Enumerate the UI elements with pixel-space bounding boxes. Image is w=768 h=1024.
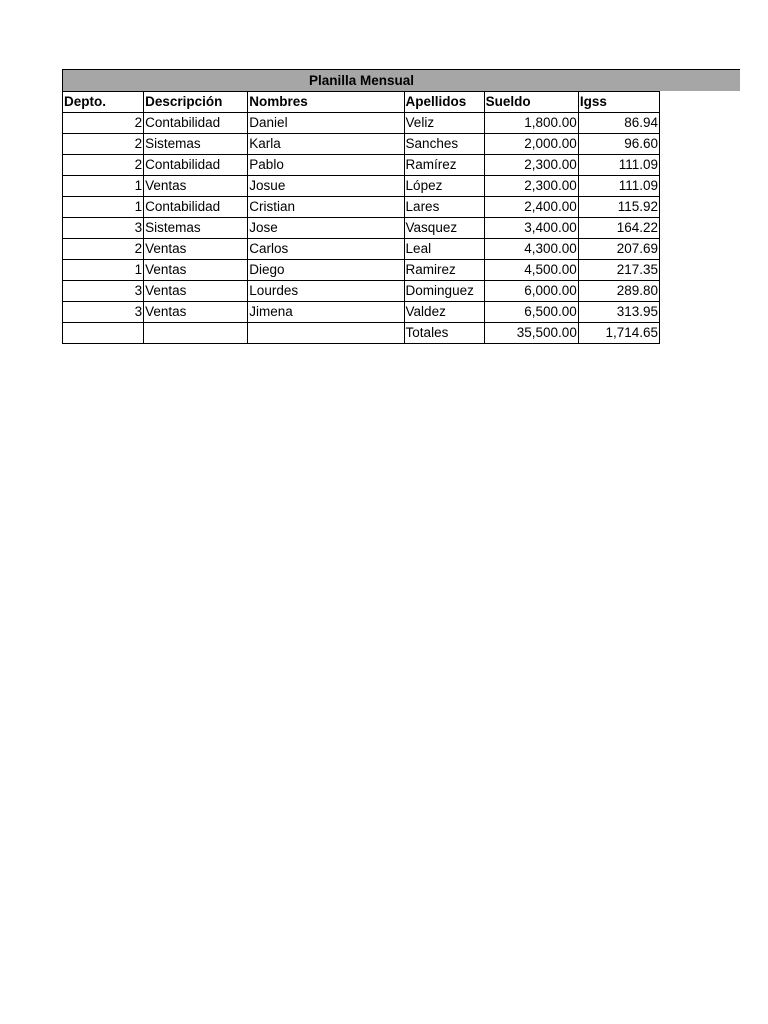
cell-sueldo[interactable]: 2,000.00 <box>484 134 578 155</box>
cell-empty[interactable] <box>63 323 144 344</box>
cell-sueldo[interactable]: 3,400.00 <box>484 218 578 239</box>
table-row <box>63 302 660 323</box>
cell-igss[interactable]: 111.09 <box>578 155 659 176</box>
cell-apellidos[interactable]: Leal <box>404 239 484 260</box>
cell-igss[interactable]: 86.94 <box>578 113 659 134</box>
cell-apellidos[interactable]: Valdez <box>404 302 484 323</box>
cell-apellidos[interactable]: Ramírez <box>404 155 484 176</box>
header-igss[interactable]: Igss <box>578 92 659 113</box>
table-row <box>63 260 660 281</box>
cell-sueldo[interactable]: 4,500.00 <box>484 260 578 281</box>
cell-depto[interactable]: 2 <box>63 239 144 260</box>
table-row <box>63 197 660 218</box>
header-apellidos[interactable]: Apellidos <box>404 92 484 113</box>
cell-empty[interactable] <box>248 323 404 344</box>
header-row <box>63 92 660 113</box>
header-descripcion[interactable]: Descripción <box>144 92 248 113</box>
totals-label[interactable]: Totales <box>404 323 484 344</box>
cell-sueldo[interactable]: 4,300.00 <box>484 239 578 260</box>
table-row <box>63 218 660 239</box>
cell-igss[interactable]: 115.92 <box>578 197 659 218</box>
cell-apellidos[interactable]: Lares <box>404 197 484 218</box>
cell-depto[interactable]: 1 <box>63 260 144 281</box>
cell-descripcion[interactable]: Sistemas <box>144 218 248 239</box>
title-band <box>62 69 740 91</box>
cell-descripcion[interactable]: Ventas <box>144 302 248 323</box>
cell-nombres[interactable]: Josue <box>248 176 404 197</box>
cell-descripcion[interactable]: Contabilidad <box>144 155 248 176</box>
cell-descripcion[interactable]: Ventas <box>144 281 248 302</box>
cell-depto[interactable]: 3 <box>63 302 144 323</box>
cell-igss[interactable]: 111.09 <box>578 176 659 197</box>
table-row <box>63 176 660 197</box>
header-sueldo[interactable]: Sueldo <box>484 92 578 113</box>
cell-descripcion[interactable]: Contabilidad <box>144 113 248 134</box>
total-igss[interactable]: 1,714.65 <box>578 323 659 344</box>
cell-nombres[interactable]: Lourdes <box>248 281 404 302</box>
payroll-table <box>62 91 660 344</box>
cell-depto[interactable]: 3 <box>63 281 144 302</box>
cell-sueldo[interactable]: 2,400.00 <box>484 197 578 218</box>
table-row <box>63 155 660 176</box>
cell-descripcion[interactable]: Ventas <box>144 239 248 260</box>
cell-nombres[interactable]: Jose <box>248 218 404 239</box>
cell-apellidos[interactable]: Veliz <box>404 113 484 134</box>
cell-nombres[interactable]: Pablo <box>248 155 404 176</box>
table-row <box>63 113 660 134</box>
cell-apellidos[interactable]: Dominguez <box>404 281 484 302</box>
table-row <box>63 239 660 260</box>
cell-sueldo[interactable]: 6,500.00 <box>484 302 578 323</box>
cell-descripcion[interactable]: Ventas <box>144 260 248 281</box>
cell-depto[interactable]: 1 <box>63 197 144 218</box>
cell-empty[interactable] <box>144 323 248 344</box>
cell-sueldo[interactable]: 1,800.00 <box>484 113 578 134</box>
cell-descripcion[interactable]: Contabilidad <box>144 197 248 218</box>
cell-igss[interactable]: 217.35 <box>578 260 659 281</box>
header-nombres[interactable]: Nombres <box>248 92 404 113</box>
cell-nombres[interactable]: Diego <box>248 260 404 281</box>
header-depto[interactable]: Depto. <box>63 92 144 113</box>
cell-depto[interactable]: 3 <box>63 218 144 239</box>
cell-nombres[interactable]: Daniel <box>248 113 404 134</box>
cell-nombres[interactable]: Karla <box>248 134 404 155</box>
cell-nombres[interactable]: Jimena <box>248 302 404 323</box>
cell-sueldo[interactable]: 2,300.00 <box>484 176 578 197</box>
table-row <box>63 134 660 155</box>
cell-depto[interactable]: 2 <box>63 113 144 134</box>
cell-igss[interactable]: 96.60 <box>578 134 659 155</box>
cell-igss[interactable]: 289.80 <box>578 281 659 302</box>
cell-depto[interactable]: 2 <box>63 155 144 176</box>
cell-depto[interactable]: 1 <box>63 176 144 197</box>
cell-nombres[interactable]: Carlos <box>248 239 404 260</box>
totals-row <box>63 323 660 344</box>
cell-igss[interactable]: 207.69 <box>578 239 659 260</box>
cell-descripcion[interactable]: Ventas <box>144 176 248 197</box>
cell-apellidos[interactable]: Ramirez <box>404 260 484 281</box>
cell-sueldo[interactable]: 2,300.00 <box>484 155 578 176</box>
sheet-title: Planilla Mensual <box>308 73 415 88</box>
cell-apellidos[interactable]: Sanches <box>404 134 484 155</box>
cell-igss[interactable]: 313.95 <box>578 302 659 323</box>
table-row <box>63 281 660 302</box>
cell-igss[interactable]: 164.22 <box>578 218 659 239</box>
cell-depto[interactable]: 2 <box>63 134 144 155</box>
cell-nombres[interactable]: Cristian <box>248 197 404 218</box>
cell-apellidos[interactable]: Vasquez <box>404 218 484 239</box>
cell-sueldo[interactable]: 6,000.00 <box>484 281 578 302</box>
cell-apellidos[interactable]: López <box>404 176 484 197</box>
cell-descripcion[interactable]: Sistemas <box>144 134 248 155</box>
total-sueldo[interactable]: 35,500.00 <box>484 323 578 344</box>
